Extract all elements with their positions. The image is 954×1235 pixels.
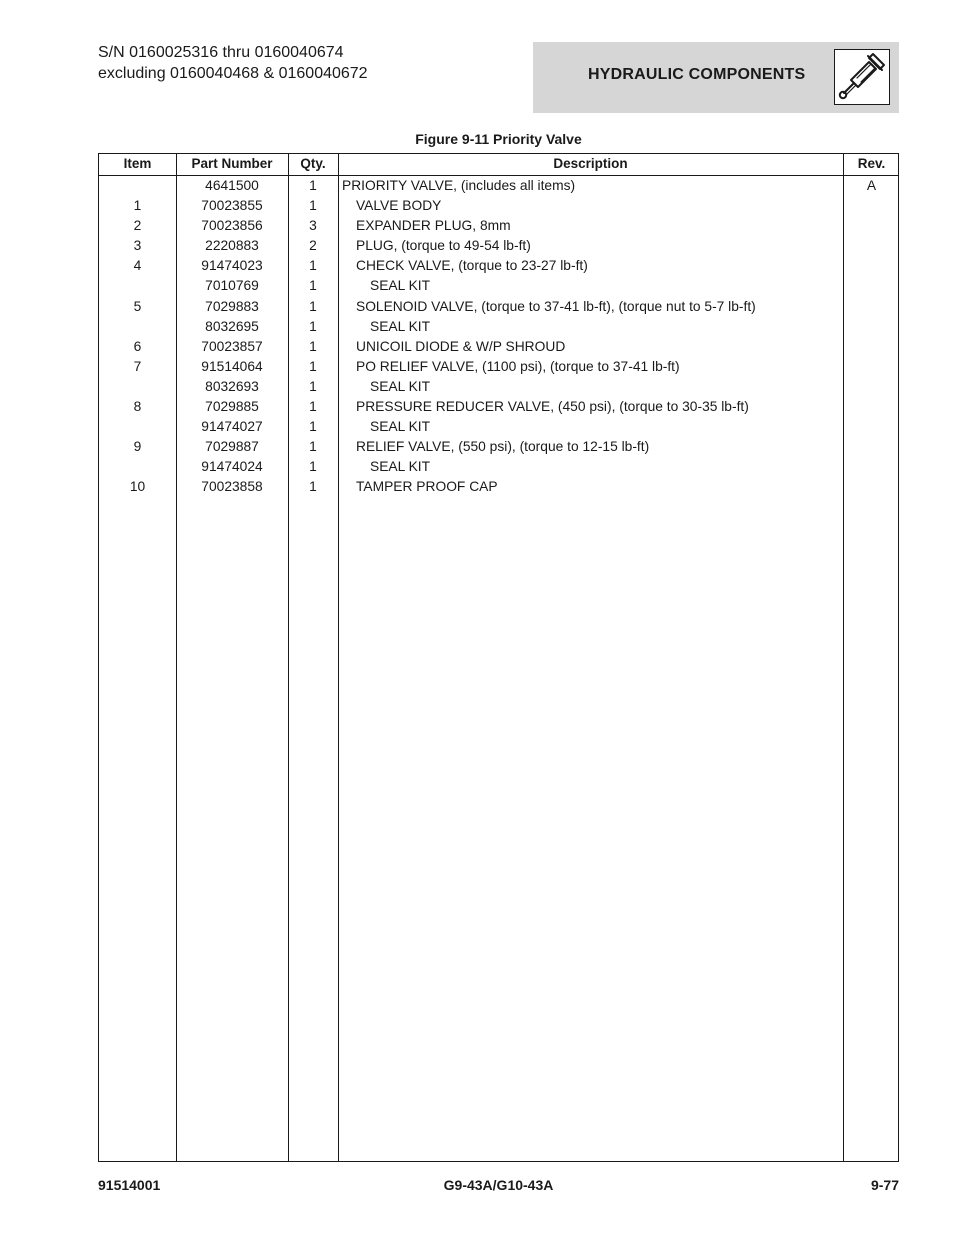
qty-cell: 1 [309, 399, 317, 415]
column-header-part-number: Part Number [191, 156, 273, 171]
column-header-item: Item [123, 156, 152, 171]
qty-cell: 1 [309, 278, 317, 294]
item-cell: 1 [133, 198, 142, 214]
description-cell: PLUG, (torque to 49-54 lb-ft) [356, 238, 531, 254]
table-row [99, 217, 898, 237]
qty-cell: 1 [309, 178, 317, 193]
serial-line-1: S/N 0160025316 thru 0160040674 [98, 44, 344, 61]
qty-cell: 1 [309, 338, 317, 354]
hydraulic-cylinder-icon [834, 49, 890, 105]
table-body [99, 177, 898, 499]
footer-model: G9-43A/G10-43A [443, 1177, 554, 1193]
hydraulic-cylinder-icon-graphic [835, 50, 888, 103]
part-number-cell: 91474023 [201, 258, 263, 274]
part-number-cell: 2220883 [205, 238, 259, 254]
part-number-cell: 7029887 [205, 439, 259, 455]
footer-document-number: 91514001 [98, 1177, 161, 1193]
description-cell: RELIEF VALVE, (550 psi), (torque to 12-15 lb-ft) [356, 439, 650, 455]
section-header [533, 42, 899, 113]
serial-number-range [98, 42, 368, 84]
footer-page-number: 9-77 [870, 1177, 899, 1193]
table-row [99, 398, 898, 418]
table-row [99, 257, 898, 277]
part-number-cell: 4641500 [205, 178, 259, 193]
qty-cell: 1 [309, 378, 317, 394]
part-number-cell: 70023855 [201, 198, 263, 214]
item-cell: 10 [129, 479, 146, 495]
column-header-rev: Rev. [857, 156, 886, 171]
qty-cell: 1 [309, 439, 317, 455]
table-row [99, 277, 898, 297]
parts-table [98, 153, 899, 1162]
qty-cell: 1 [309, 419, 317, 435]
description-cell: TAMPER PROOF CAP [356, 479, 498, 495]
description-cell: SOLENOID VALVE, (torque to 37-41 lb-ft), (torque nut to 5-7 lb-ft) [356, 298, 756, 314]
table-row [99, 197, 898, 217]
qty-cell: 1 [309, 298, 317, 314]
qty-cell: 1 [309, 198, 317, 214]
part-number-cell: 8032695 [205, 318, 259, 334]
item-cell: 7 [133, 358, 142, 374]
part-number-cell: 70023856 [201, 218, 263, 234]
item-cell: 5 [133, 298, 142, 314]
column-header-description: Description [553, 156, 628, 171]
table-row [99, 478, 898, 498]
table-row [99, 458, 898, 478]
part-number-cell: 91474024 [201, 459, 263, 475]
description-cell: SEAL KIT [370, 278, 431, 294]
description-cell: SEAL KIT [370, 419, 431, 435]
description-cell: CHECK VALVE, (torque to 23-27 lb-ft) [356, 258, 588, 274]
table-row [99, 438, 898, 458]
rev-cell: A [866, 178, 877, 193]
column-header-qty: Qty. [300, 156, 326, 171]
part-number-cell: 7010769 [205, 278, 259, 294]
qty-cell: 1 [309, 459, 317, 475]
table-row [99, 298, 898, 318]
qty-cell: 1 [309, 479, 317, 495]
table-row [99, 318, 898, 338]
description-cell: UNICOIL DIODE & W/P SHROUD [356, 338, 566, 354]
part-number-cell: 8032693 [205, 378, 259, 394]
qty-cell: 1 [309, 258, 317, 274]
qty-cell: 2 [309, 238, 317, 254]
description-cell: SEAL KIT [370, 318, 431, 334]
part-number-cell: 7029883 [205, 298, 259, 314]
description-cell: PRESSURE REDUCER VALVE, (450 psi), (torque to 30-35 lb-ft) [356, 399, 749, 415]
part-number-cell: 70023857 [201, 338, 263, 354]
description-cell: EXPANDER PLUG, 8mm [356, 218, 511, 234]
part-number-cell: 91514064 [201, 358, 263, 374]
description-cell: SEAL KIT [370, 459, 431, 475]
description-cell: VALVE BODY [356, 198, 442, 214]
description-cell: PRIORITY VALVE, (includes all items) [342, 178, 576, 193]
qty-cell: 1 [309, 358, 317, 374]
serial-line-2: excluding 0160040468 & 0160040672 [98, 65, 368, 82]
item-cell: 8 [133, 399, 142, 415]
table-row [99, 177, 898, 197]
section-title: HYDRAULIC COMPONENTS [588, 66, 806, 83]
table-row [99, 358, 898, 378]
table-row [99, 378, 898, 398]
qty-cell: 1 [309, 318, 317, 334]
table-row [99, 338, 898, 358]
item-cell: 3 [133, 238, 142, 254]
qty-cell: 3 [309, 218, 317, 234]
table-row [99, 418, 898, 438]
part-number-cell: 70023858 [201, 479, 263, 495]
header-divider [99, 175, 898, 176]
table-row [99, 237, 898, 257]
description-cell: SEAL KIT [370, 378, 431, 394]
figure-title: Figure 9-11 Priority Valve [415, 131, 582, 147]
part-number-cell: 7029885 [205, 399, 259, 415]
item-cell: 9 [133, 439, 142, 455]
description-cell: PO RELIEF VALVE, (1100 psi), (torque to 37-41 lb-ft) [356, 358, 680, 374]
item-cell: 2 [133, 218, 142, 234]
part-number-cell: 91474027 [201, 419, 263, 435]
item-cell: 6 [133, 338, 142, 354]
item-cell: 4 [133, 258, 142, 274]
